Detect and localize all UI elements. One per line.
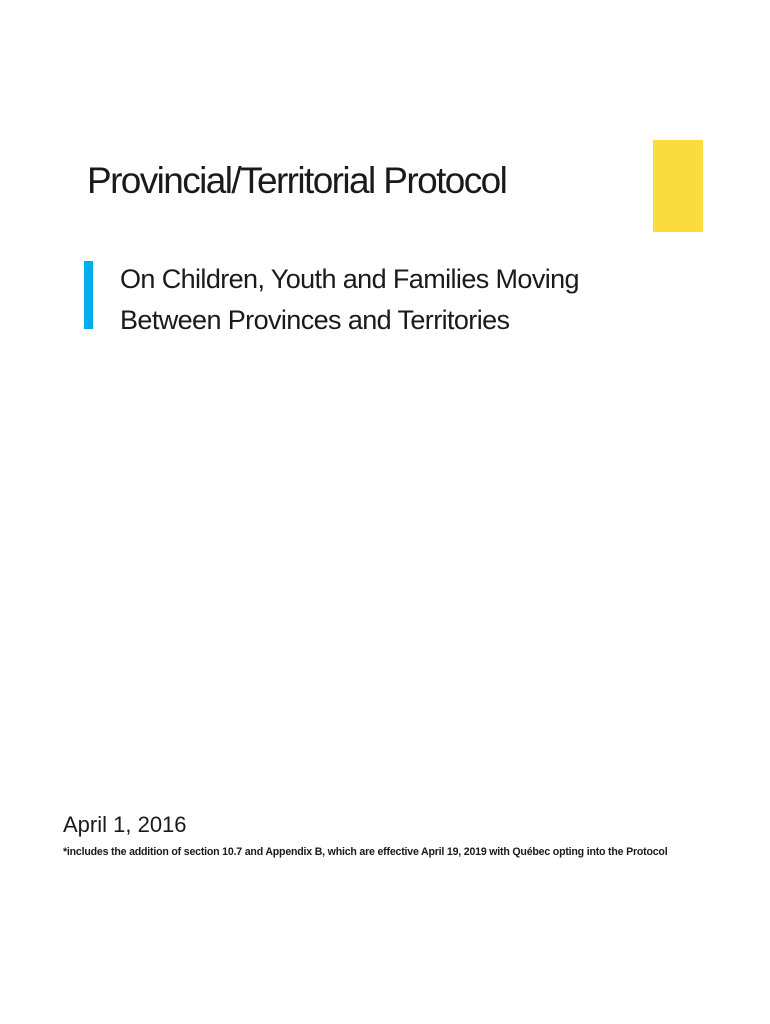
yellow-accent-block <box>653 140 703 232</box>
document-subtitle <box>120 259 579 341</box>
document-footnote: *includes the addition of section 10.7 and Appendix B, which are effective April 19, 2019 with Québec opting into the Protocol <box>63 846 668 858</box>
document-date: April 1, 2016 <box>63 812 187 837</box>
subtitle-line-2: Between Provinces and Territories <box>120 305 510 335</box>
subtitle-line-1: On Children, Youth and Families Moving <box>120 264 579 294</box>
blue-accent-bar <box>84 261 93 329</box>
document-title: Provincial/Territorial Protocol <box>87 160 507 201</box>
